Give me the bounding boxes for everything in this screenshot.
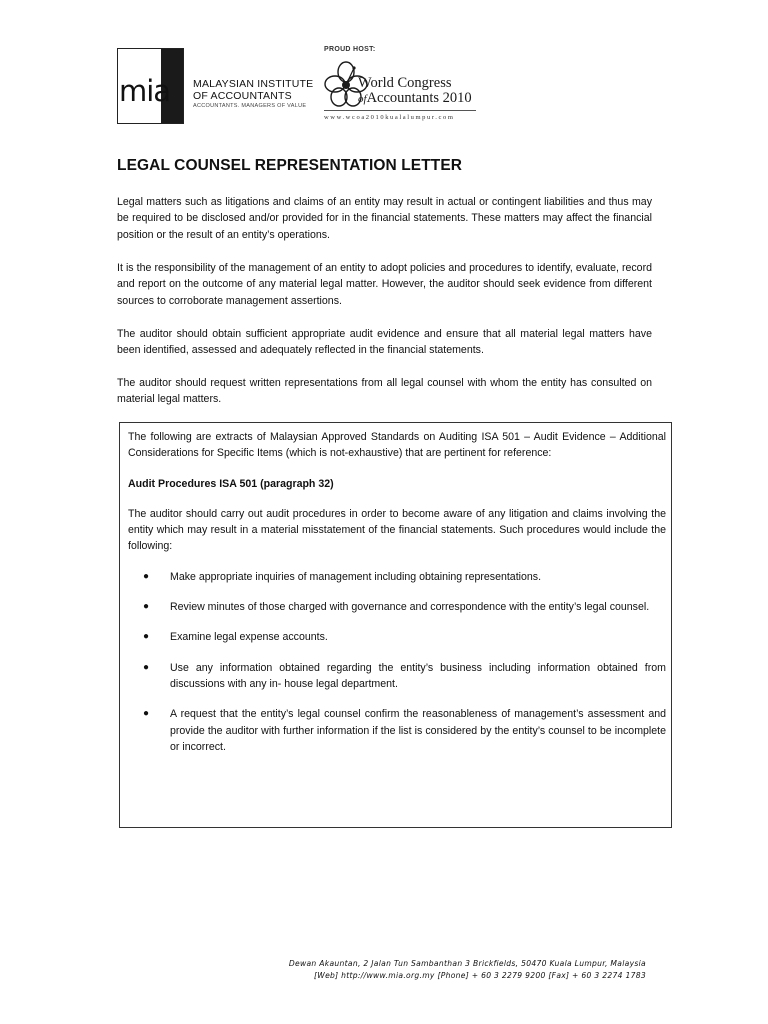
list-item-text: Examine legal expense accounts.: [170, 631, 328, 644]
list-item: [128, 569, 666, 585]
paragraph-legal-matters: Legal matters such as litigations and claims of an entity may result in actual or contingent liabilities and thus may be required to be disclosed and/or provided for in the financial statements. These matters may affect the financial position or the result of an entity’s operations.: [117, 196, 652, 241]
list-item-text: Make appropriate inquiries of management including obtaining representations.: [170, 570, 542, 583]
mia-logo-text: [193, 78, 323, 109]
mia-name-line2: OF ACCOUNTANTS: [193, 90, 292, 102]
list-item: [128, 599, 666, 615]
list-item: [128, 629, 666, 645]
bullet-icon: ●: [143, 570, 150, 582]
paragraph-written-representations: The auditor should request written representations from all legal counsel with whom the entity has consulted on material legal matters.: [117, 377, 652, 406]
mia-tagline: ACCOUNTANTS. MANAGERS OF VALUE: [193, 103, 307, 109]
extract-intro: The following are extracts of Malaysian Approved Standards on Auditing ISA 501 – Audit Evidence – Additional Considerations for Specific Items (which is not-exhaustive) that are pertinent for reference:: [128, 431, 666, 460]
extract-text: The auditor should carry out audit procedures in order to become aware of any litigation and claims involving the entity which may result in a material misstatement of the financial statements. Such procedures would include the following:: [128, 507, 666, 553]
footer-address: [289, 958, 646, 982]
mia-name-line1: MALAYSIAN INSTITUTE: [193, 78, 314, 90]
document-title: LEGAL COUNSEL REPRESENTATION LETTER: [117, 157, 463, 174]
wcoa-divider: [324, 110, 476, 111]
paragraph-audit-evidence: The auditor should obtain sufficient appropriate audit evidence and ensure that all material legal matters have been identified, assessed and adequately reflected in the financial statements.: [117, 328, 652, 357]
wcoa-title-line2: [358, 91, 472, 107]
paragraph-management-responsibility: It is the responsibility of the management of an entity to adopt policies and procedures to identify, evaluate, record and report on the outcome of any material legal matter. However, the auditor should seek evidence from different sources to corroborate management assertions.: [117, 262, 652, 307]
proud-host-label: PROUD HOST:: [324, 46, 376, 53]
list-item: [128, 660, 666, 693]
mia-logo-mark: [117, 48, 184, 124]
isa-501-extract-box: [119, 422, 672, 828]
list-item-text: Use any information obtained regarding the entity’s business including information obtained from discussions with any in- house legal department.: [170, 661, 666, 690]
bullet-icon: ●: [143, 708, 150, 720]
extract-heading: Audit Procedures ISA 501 (paragraph 32): [128, 477, 334, 490]
footer-contact-line: [Web] http://www.mia.org.my [Phone] + 60 3 2279 9200 [Fax] + 60 3 2274 1783: [314, 971, 646, 980]
mia-logo: [117, 48, 317, 126]
wcoa-logo: [322, 46, 482, 128]
bullet-icon: ●: [143, 631, 150, 643]
extract-content: [128, 429, 666, 769]
wcoa-url: www.wcoa2010kualalumpur.com: [324, 114, 455, 121]
bullet-icon: ●: [143, 601, 150, 613]
wcoa-title-of: of: [358, 93, 367, 105]
procedures-list: [128, 569, 666, 755]
bullet-icon: ●: [143, 661, 150, 673]
mia-logo-letters: mia: [119, 74, 171, 108]
wcoa-title-line1: World Congress: [358, 75, 452, 91]
list-item-text: A request that the entity’s legal counsel confirm the reasonableness of management’s assessment and provide the auditor with further information if the list is considered by the entity’s counsel to be incomplete or incorrect.: [170, 708, 666, 753]
wcoa-title-rest: Accountants 2010: [366, 90, 472, 106]
list-item-text: Review minutes of those charged with governance and correspondence with the entity’s legal counsel.: [170, 601, 650, 614]
footer-address-line: Dewan Akauntan, 2 Jalan Tun Sambanthan 3 Brickfields, 50470 Kuala Lumpur, Malaysia: [288, 959, 646, 968]
list-item: [128, 706, 666, 755]
wcoa-title: [358, 76, 472, 107]
